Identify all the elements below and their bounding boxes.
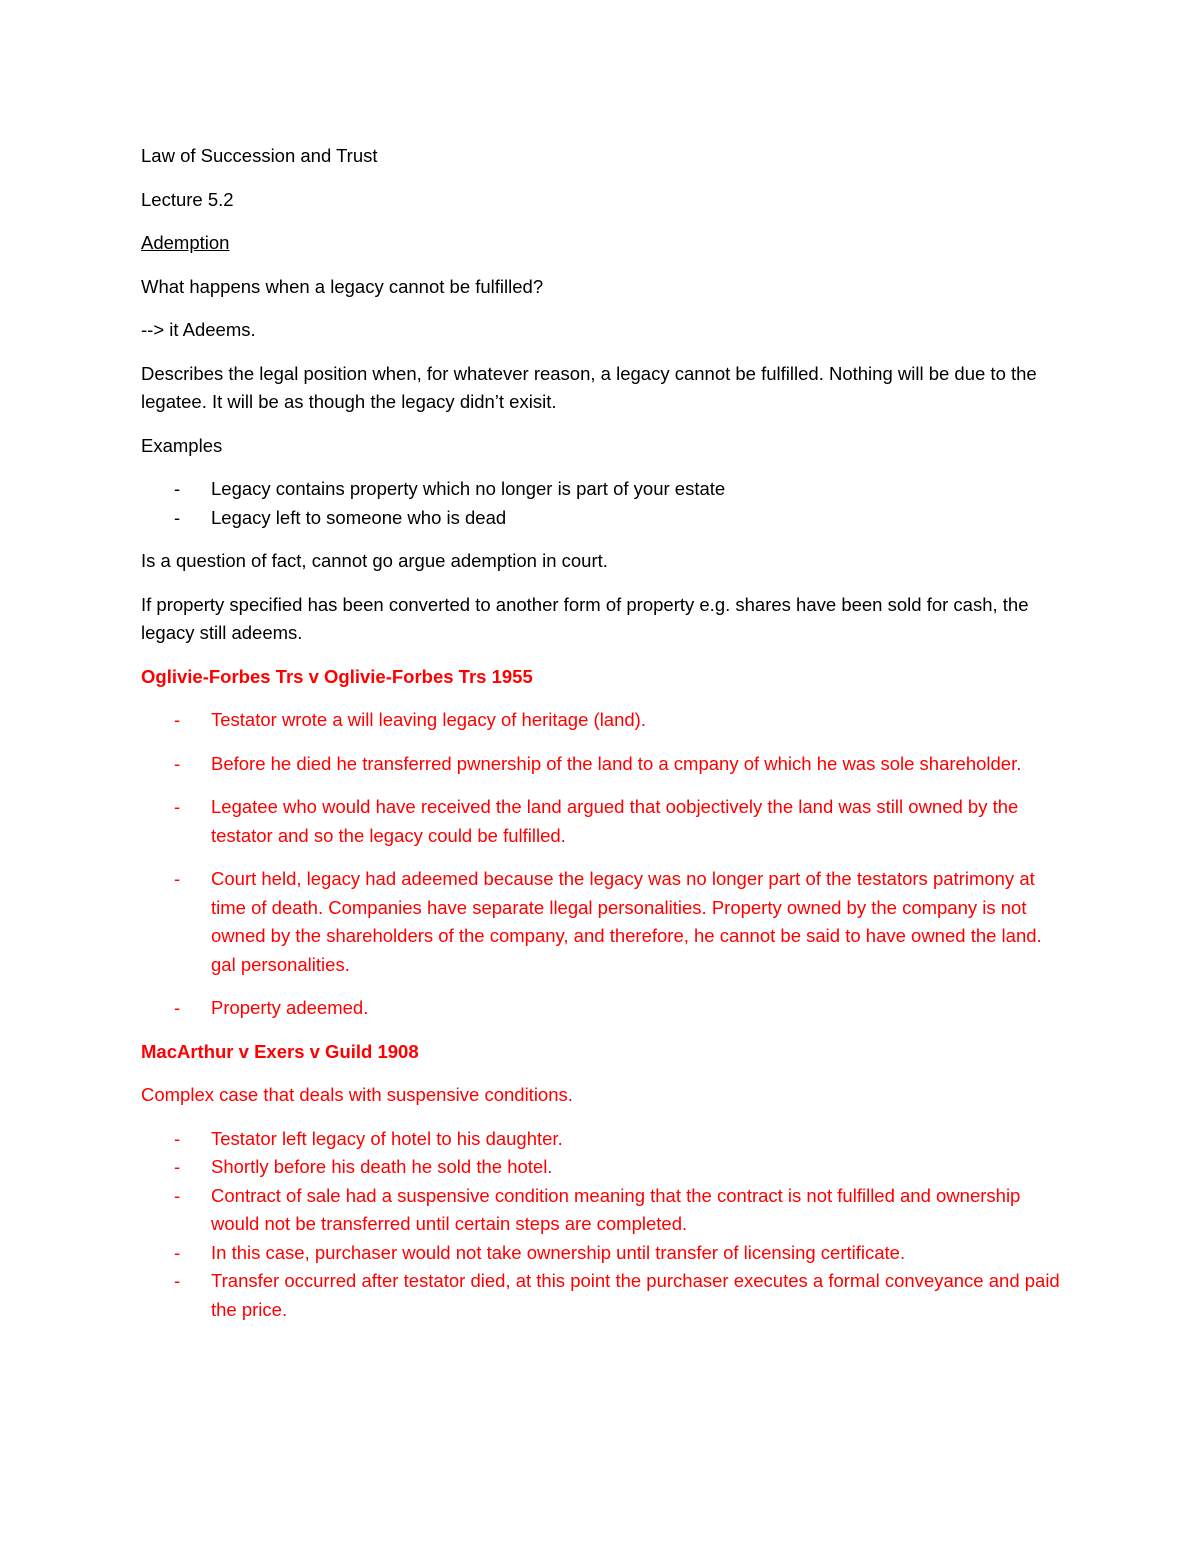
case-macarthur-points [141, 1125, 1060, 1325]
list-item: - Court held, legacy had adeemed because the legacy was no longer part of the testators patrimony at time of death. Companies have separate llegal personalities. Property owned by the company is not owned by the shareholders of the company, and therefore, he cannot be said to have owned the land. gal personalities. [141, 865, 1060, 979]
section-heading: Ademption [141, 232, 230, 253]
list-item: - Contract of sale had a suspensive condition meaning that the contract is not fulfilled and ownership would not be transferred until certain steps are completed. [141, 1182, 1060, 1239]
answer-text: --> it Adeems. [141, 319, 256, 340]
case-macarthur-intro: Complex case that deals with suspensive conditions. [141, 1084, 573, 1105]
dash-marker: - [174, 506, 181, 528]
list-item: - Shortly before his death he sold the hotel. [141, 1153, 1060, 1182]
dash-marker: - [174, 709, 181, 730]
examples-label: Examples [141, 434, 223, 456]
dash-marker: - [174, 868, 181, 889]
dash-marker: - [174, 1270, 181, 1291]
list-item: - In this case, purchaser would not take ownership until transfer of licensing certificate. [141, 1239, 1060, 1268]
list-item: - Property adeemed. [141, 994, 1060, 1023]
list-item: - Transfer occurred after testator died, at this point the purchaser executes a formal conveyance and paid the price. [141, 1267, 1060, 1324]
list-item: - Testator left legacy of hotel to his daughter. [141, 1125, 1060, 1154]
examples-list [141, 475, 1060, 532]
dash-marker: - [174, 478, 181, 499]
list-item: - Testator wrote a will leaving legacy of heritage (land). [141, 706, 1060, 735]
dash-marker: - [174, 796, 181, 817]
conversion-note: If property specified has been converted to another form of property e.g. shares have been sold for cash, the legacy still adeems. [141, 593, 1029, 643]
dash-marker: - [174, 1127, 181, 1149]
list-item: - Before he died he transferred pwnership of the land to a cmpany of which he was sole shareholder. [141, 750, 1060, 779]
description-text: Describes the legal position when, for whatever reason, a legacy cannot be fulfilled. Nothing will be due to the legatee. It will be as though the legacy didn’t exisit. [141, 362, 1037, 412]
case-title-oglivie: Oglivie-Forbes Trs v Oglivie-Forbes Trs 1955 [141, 665, 533, 687]
lecture-number: Lecture 5.2 [141, 188, 234, 210]
dash-marker: - [174, 1184, 181, 1206]
document-title: Law of Succession and Trust [141, 145, 378, 166]
dash-marker: - [174, 1156, 181, 1177]
dash-marker: - [174, 752, 181, 774]
case-oglivie-points [141, 706, 1060, 1023]
fact-note: Is a question of fact, cannot go argue ademption in court. [141, 550, 608, 571]
dash-marker: - [174, 997, 181, 1018]
list-item: - Legacy left to someone who is dead [141, 504, 1060, 533]
list-item: - Legacy contains property which no longer is part of your estate [141, 475, 1060, 504]
question-text: What happens when a legacy cannot be fulfilled? [141, 275, 544, 297]
dash-marker: - [174, 1241, 181, 1263]
case-title-macarthur: MacArthur v Exers v Guild 1908 [141, 1040, 419, 1062]
list-item: - Legatee who would have received the land argued that oobjectively the land was still owned by the testator and so the legacy could be fulfilled. [141, 793, 1060, 850]
